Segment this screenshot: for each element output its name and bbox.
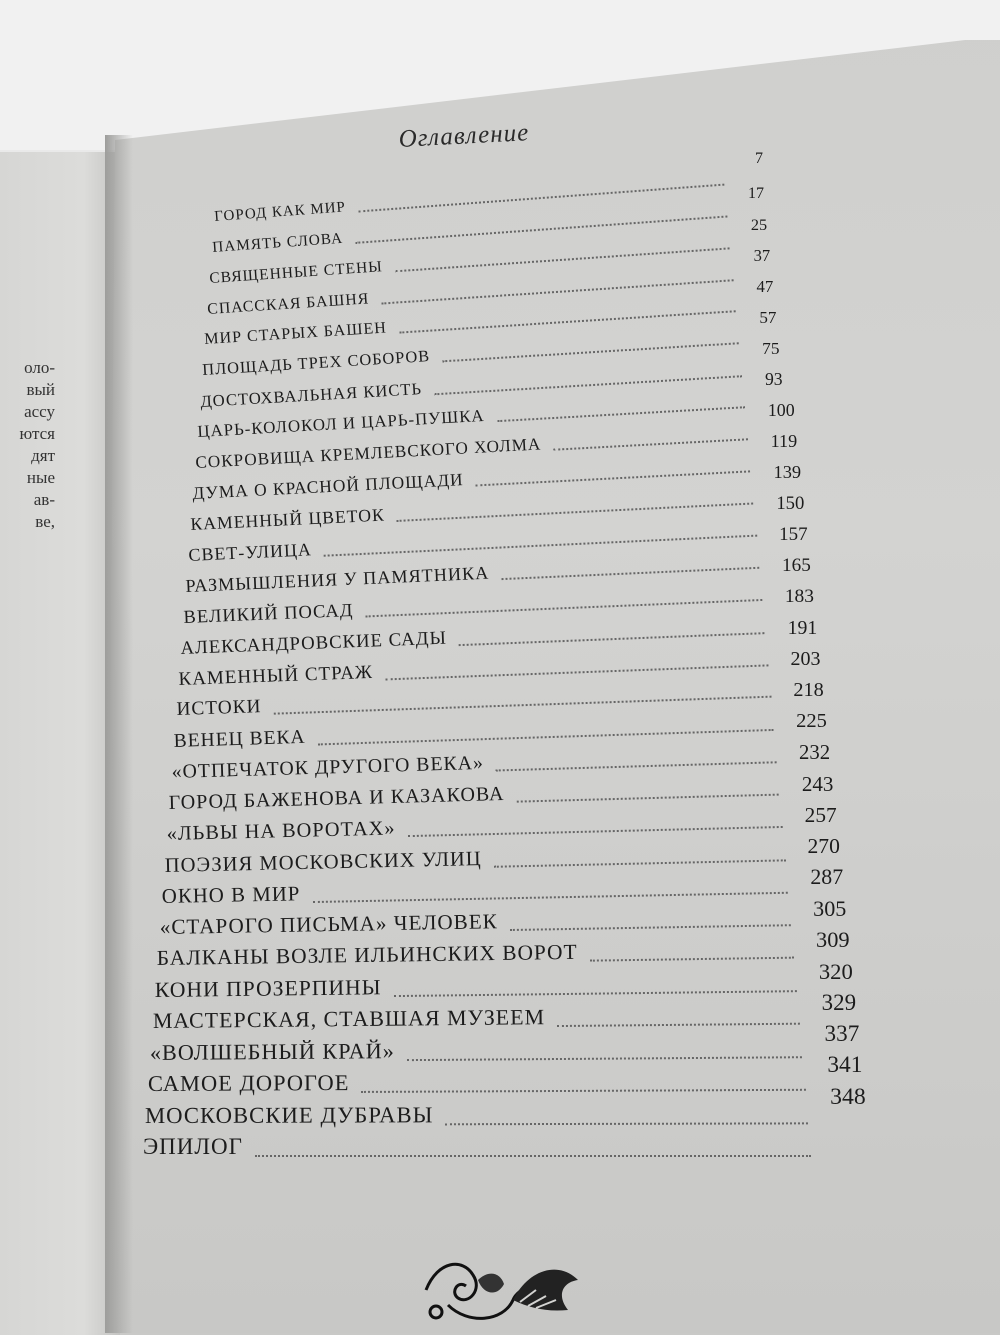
- toc-page-number: 232: [799, 740, 831, 764]
- toc-entry-title: МИР СТАРЫХ БАШЕН: [204, 319, 388, 349]
- toc-page-number: 157: [779, 523, 808, 545]
- left-page-text-line: ются: [19, 424, 55, 443]
- toc-entry: [150, 1035, 814, 1066]
- toc-leader-dots: [496, 761, 777, 771]
- toc-leader-dots: [386, 664, 768, 680]
- toc-entry-title: АЛЕКСАНДРОВСКИЕ САДЫ: [180, 626, 448, 659]
- toc-entry-title: ВЕНЕЦ ВЕКА: [173, 726, 307, 752]
- toc-entry-title: ИСТОКИ: [175, 696, 262, 721]
- toc-page-number: 337: [824, 1021, 860, 1048]
- toc-page-number: 47: [756, 277, 774, 297]
- toc-entry-title: ДОСТОХВАЛЬНАЯ КИСТЬ: [199, 378, 423, 411]
- toc-entry: [162, 872, 800, 909]
- toc-entry-title: ВЕЛИКИЙ ПОСАД: [182, 600, 354, 628]
- toc-entry: [145, 1100, 820, 1128]
- toc-entry-title: СПАССКАЯ БАШНЯ: [206, 289, 370, 318]
- toc-entry-title: СОКРОВИЩА КРЕМЛЕВСКОГО ХОЛМА: [194, 434, 542, 473]
- toc-leader-dots: [408, 826, 783, 837]
- toc-page-number: 17: [748, 185, 764, 202]
- toc-entry-title: БАЛКАНЫ ВОЗЛЕ ИЛЬИНСКИХ ВОРОТ: [157, 940, 579, 971]
- toc-entry: [157, 937, 806, 972]
- toc-entry-title: ПЛОЩАДЬ ТРЕХ СОБОРОВ: [201, 346, 431, 380]
- left-page-text-line: ные: [26, 468, 55, 487]
- toc-entry-title: ОКНО В МИР: [161, 881, 301, 908]
- toc-leader-dots: [361, 1089, 806, 1093]
- toc-page-number: 287: [810, 865, 844, 890]
- toc-leader-dots: [365, 599, 762, 617]
- toc-entry: [164, 839, 797, 878]
- toc-leader-dots: [557, 1023, 800, 1027]
- floral-vignette-icon: [418, 1250, 588, 1330]
- toc-leader-dots: [397, 503, 754, 522]
- toc-entry-title: ЭПИЛОГ: [143, 1134, 243, 1159]
- toc-entry-title: СВЕТ-УЛИЦА: [187, 539, 312, 566]
- toc-entry-title: ПАМЯТЬ СЛОВА: [211, 229, 344, 256]
- toc-page-number: 150: [776, 492, 805, 514]
- toc-entry-title: «ВОЛШЕБНЫЙ КРАЙ»: [149, 1037, 396, 1065]
- toc-leader-dots: [407, 1056, 802, 1061]
- toc-entry-title: ГОРОД КАК МИР: [213, 199, 347, 226]
- toc-leader-dots: [445, 1122, 808, 1125]
- toc-leader-dots: [434, 374, 742, 394]
- toc-page-number: 191: [787, 616, 818, 639]
- toc-page-number: 320: [818, 958, 853, 984]
- left-page-text-line: оло-: [24, 358, 55, 377]
- toc-entry-title: ГОРОД БАЖЕНОВА И КАЗАКОВА: [168, 783, 506, 815]
- toc-heading: Оглавление: [398, 119, 530, 153]
- toc-leader-dots: [510, 924, 791, 931]
- toc-entry-title: САМОЕ ДОРОГОЕ: [147, 1070, 350, 1097]
- toc-entry: [152, 1002, 811, 1034]
- left-page-text-line: ве,: [35, 512, 55, 531]
- toc-entry: [143, 1133, 823, 1160]
- toc-entry-title: КАМЕННЫЙ ЦВЕТОК: [189, 504, 386, 535]
- toc-entry-title: «ОТПЕЧАТОК ДРУГОГО ВЕКА»: [171, 751, 484, 783]
- toc-page-number: 75: [762, 338, 780, 358]
- toc-page-number: 257: [804, 802, 837, 827]
- toc-leader-dots: [497, 406, 744, 422]
- toc-leader-dots: [553, 438, 748, 450]
- toc-entry-title: РАЗМЫШЛЕНИЯ У ПАМЯТНИКА: [185, 562, 490, 597]
- toc-entry: [155, 969, 809, 1003]
- toc-page-number: 270: [807, 833, 840, 858]
- toc-page-number: 183: [784, 585, 815, 607]
- toc-entry-title: ДУМА О КРАСНОЙ ПЛОЩАДИ: [192, 469, 465, 504]
- toc-leader-dots: [459, 632, 765, 646]
- toc-page-number: 225: [796, 709, 827, 732]
- toc-leader-dots: [493, 859, 785, 867]
- toc-entry: [148, 1067, 818, 1097]
- toc-entry-title: МАСТЕРСКАЯ, СТАВШАЯ МУЗЕЕМ: [152, 1004, 545, 1034]
- toc-leader-dots: [394, 990, 797, 997]
- toc-entry-title: СВЯЩЕННЫЕ СТЕНЫ: [208, 257, 384, 287]
- toc-page-number: 139: [773, 461, 802, 482]
- toc-entry-title: ЦАРЬ-КОЛОКОЛ И ЦАРЬ-ПУШКА: [197, 406, 486, 442]
- toc-page-number: 329: [821, 989, 857, 1015]
- toc-leader-dots: [502, 567, 760, 580]
- toc-entry-title: КОНИ ПРОЗЕРПИНЫ: [154, 975, 382, 1002]
- toc-leader-dots: [255, 1155, 811, 1157]
- toc-entry: [159, 904, 803, 940]
- toc-page-number: 119: [770, 431, 798, 452]
- toc-page-number: 165: [782, 554, 811, 576]
- toc-page-number: 341: [827, 1052, 863, 1079]
- toc-entry-title: МОСКОВСКИЕ ДУБРАВЫ: [145, 1101, 434, 1128]
- toc-leader-dots: [590, 957, 794, 962]
- toc-page-number: 37: [753, 246, 771, 266]
- toc-page-number: 203: [790, 647, 821, 670]
- left-page-text-line: вый: [26, 380, 55, 399]
- toc-page-number: 93: [765, 369, 783, 390]
- toc-page-number: 309: [816, 927, 850, 953]
- toc-first-page-number: 7: [755, 150, 763, 167]
- toc-entry-title: ПОЭЗИЯ МОСКОВСКИХ УЛИЦ: [164, 847, 482, 877]
- left-page-text-line: дят: [31, 446, 55, 465]
- left-page-text-line: ав-: [33, 490, 55, 509]
- toc-entry-title: «СТАРОГО ПИСЬМА» ЧЕЛОВЕК: [159, 909, 498, 940]
- toc-leader-dots: [442, 342, 739, 362]
- toc-page-number: 305: [813, 896, 847, 922]
- toc-leader-dots: [313, 892, 788, 903]
- toc-page-number: 57: [759, 307, 777, 327]
- toc-page-number: 348: [830, 1083, 866, 1110]
- toc-leader-dots: [318, 729, 774, 745]
- toc-page-number: 218: [793, 678, 824, 701]
- toc-page-number: 243: [801, 771, 834, 796]
- toc-page-number: 25: [750, 215, 768, 234]
- toc-entry-title: КАМЕННЫЙ СТРАЖ: [178, 661, 374, 690]
- toc-entry-title: «ЛЬВЫ НА ВОРОТАХ»: [166, 817, 396, 846]
- toc-leader-dots: [517, 794, 779, 803]
- toc-page-number: 100: [767, 400, 795, 421]
- toc-leader-dots: [476, 470, 751, 486]
- left-page-text-line: ассу: [24, 402, 55, 421]
